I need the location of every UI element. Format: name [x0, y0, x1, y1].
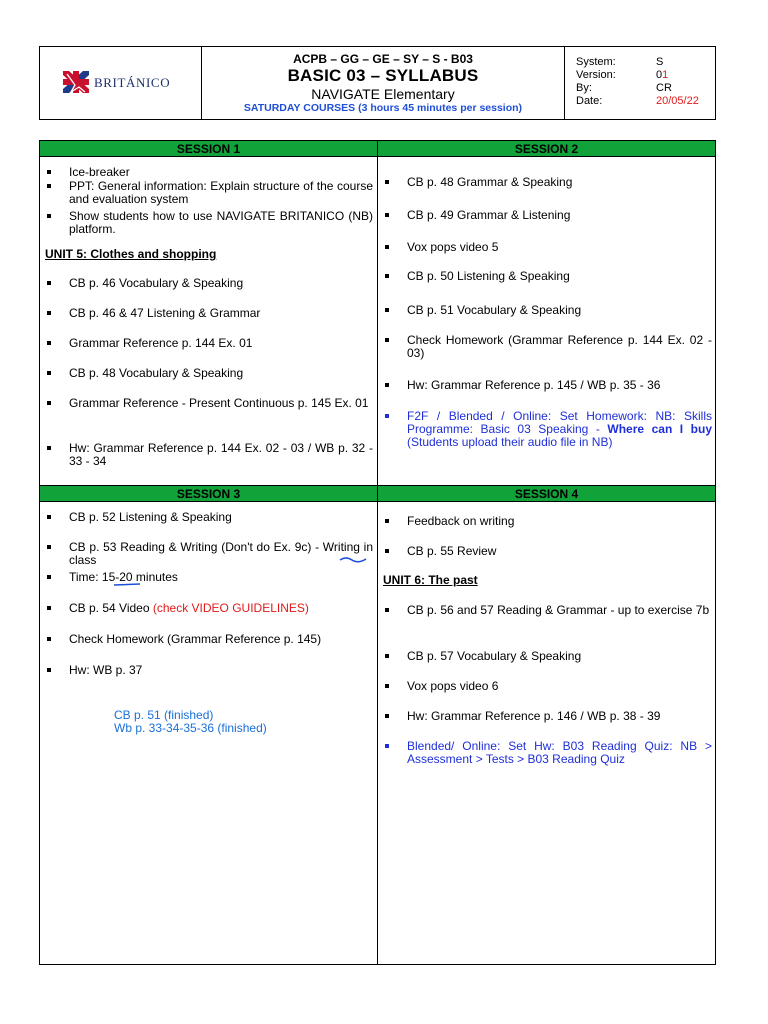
- list-item: Check Homework (Grammar Reference p. 145): [40, 633, 373, 646]
- britanico-logo: [61, 65, 181, 101]
- bullet-icon: [385, 180, 389, 184]
- list-item: Feedback on writing: [378, 515, 712, 528]
- logo-text: BRITÁNICO: [93, 75, 170, 90]
- bullet-icon: [385, 714, 389, 718]
- unit-5-heading: UNIT 5: Clothes and shopping: [45, 247, 217, 261]
- bullet-icon: [385, 414, 389, 418]
- meta-row-by: [565, 82, 715, 95]
- meta-label: System:: [576, 56, 616, 68]
- bullet-icon: [47, 311, 51, 315]
- bullet-icon: [47, 446, 51, 450]
- bullet-icon: [47, 668, 51, 672]
- meta-row-system: [565, 56, 715, 69]
- meta-value: [656, 69, 668, 82]
- list-item: Vox pops video 5: [378, 241, 712, 254]
- list-item: Hw: Grammar Reference p. 145 / WB p. 35 - 36: [378, 379, 712, 392]
- bullet-icon: [385, 383, 389, 387]
- bullet-icon: [385, 744, 389, 748]
- list-item: CB p. 54 Video (check VIDEO GUIDELINES): [40, 602, 373, 615]
- bullet-icon: [385, 213, 389, 217]
- meta-row-version: [565, 69, 715, 82]
- session-4-header: SESSION 4: [378, 486, 715, 502]
- bullet-icon: [385, 654, 389, 658]
- list-item: CB p. 50 Listening & Speaking: [378, 270, 712, 283]
- bullet-icon: [385, 274, 389, 278]
- meta-value: S: [656, 56, 664, 68]
- session-1-header: SESSION 1: [40, 141, 377, 157]
- list-item: Hw: WB p. 37: [40, 664, 373, 677]
- title-cell: [202, 47, 565, 119]
- list-item: Check Homework (Grammar Reference p. 144 Ex. 02 - 03): [378, 334, 712, 360]
- list-item: CB p. 56 and 57 Reading & Grammar - up to exercise 7b: [378, 604, 712, 617]
- meta-label: Date:: [576, 95, 603, 107]
- list-item: CB p. 57 Vocabulary & Speaking: [378, 650, 712, 663]
- bullet-icon: [385, 519, 389, 523]
- meta-cell: [565, 47, 715, 119]
- meta-row-date: [565, 95, 715, 108]
- sessions-grid: [39, 140, 716, 965]
- bullet-icon: [47, 281, 51, 285]
- logo-cell: [40, 47, 202, 119]
- meta-label: By:: [576, 82, 592, 94]
- list-item: CB p. 46 Vocabulary & Speaking: [40, 277, 373, 290]
- session-3-header: SESSION 3: [40, 486, 377, 502]
- bullet-icon: [47, 575, 51, 579]
- handwritten-note: Wb p. 33-34-35-36 (finished): [114, 721, 267, 735]
- bullet-icon: [47, 341, 51, 345]
- bullet-icon: [47, 637, 51, 641]
- bullet-icon: [385, 608, 389, 612]
- version-one: 1: [662, 69, 669, 81]
- list-item-assignment: F2F / Blended / Online: Set Homework: NB: Skills Programme: Basic 03 Speaking - Where can I buy (Students upload their audio file in NB): [378, 410, 712, 449]
- list-item: Ice-breaker: [40, 166, 373, 179]
- meta-value: CR: [656, 82, 672, 94]
- bullet-icon: [385, 308, 389, 312]
- session-2-header: SESSION 2: [378, 141, 715, 157]
- list-item: CB p. 46 & 47 Listening & Grammar: [40, 307, 373, 320]
- list-item: Hw: Grammar Reference p. 144 Ex. 02 - 03 / WB p. 32 - 33 - 34: [40, 442, 373, 468]
- list-item: CB p. 49 Grammar & Listening: [378, 209, 712, 222]
- bullet-icon: [385, 338, 389, 342]
- bullet-icon: [47, 371, 51, 375]
- bullet-icon: [385, 245, 389, 249]
- list-item: CB p. 51 Vocabulary & Speaking: [378, 304, 712, 317]
- bullet-icon: [47, 606, 51, 610]
- list-item: Hw: Grammar Reference p. 146 / WB p. 38 - 39: [378, 710, 712, 723]
- meta-label: Version:: [576, 69, 616, 81]
- list-item: Grammar Reference - Present Continuous p. 145 Ex. 01: [40, 397, 373, 410]
- bullet-icon: [47, 214, 51, 218]
- list-item: CB p. 52 Listening & Speaking: [40, 511, 373, 524]
- bullet-icon: [47, 184, 51, 188]
- bullet-icon: [47, 515, 51, 519]
- pen-underline: [114, 584, 140, 585]
- list-item: Show students how to use NAVIGATE BRITANICO (NB) platform.: [40, 210, 373, 236]
- unit-6-heading: UNIT 6: The past: [383, 573, 478, 587]
- course-subtitle: NAVIGATE Elementary: [311, 86, 455, 102]
- version-zero: 0: [656, 69, 663, 81]
- list-item: Grammar Reference p. 144 Ex. 01: [40, 337, 373, 350]
- document-code: ACPB – GG – GE – SY – S - B03: [293, 52, 473, 66]
- bullet-icon: [47, 545, 51, 549]
- document-header: [39, 46, 716, 120]
- list-item: CB p. 48 Grammar & Speaking: [378, 176, 712, 189]
- schedule-note: SATURDAY COURSES (3 hours 45 minutes per session): [243, 102, 523, 114]
- bullet-icon: [47, 170, 51, 174]
- bullet-icon: [47, 401, 51, 405]
- page-title: BASIC 03 – SYLLABUS: [287, 66, 479, 85]
- video-guidelines-note: (check VIDEO GUIDELINES): [152, 601, 309, 615]
- meta-value: 20/05/22: [656, 95, 699, 107]
- bullet-icon: [385, 684, 389, 688]
- handwritten-note: CB p. 51 (finished): [114, 708, 214, 722]
- list-item: Time: 15-20 minutes: [40, 571, 373, 584]
- list-item-assignment: Blended/ Online: Set Hw: B03 Reading Quiz: NB > Assessment > Tests > B03 Reading Quiz: [378, 740, 712, 766]
- list-item: PPT: General information: Explain structure of the course and evaluation system: [40, 180, 373, 206]
- bullet-icon: [385, 549, 389, 553]
- list-item: CB p. 55 Review: [378, 545, 712, 558]
- list-item: Vox pops video 6: [378, 680, 712, 693]
- list-item: CB p. 48 Vocabulary & Speaking: [40, 367, 373, 380]
- list-item: CB p. 53 Reading & Writing (Don't do Ex. 9c) - Writing in class: [40, 541, 373, 567]
